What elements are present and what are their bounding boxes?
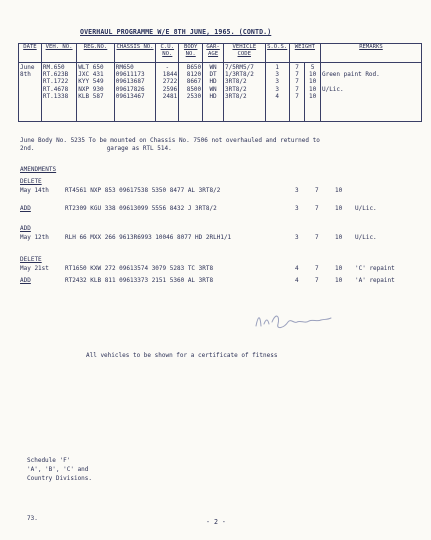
header-garage: GAR- AGE [203,44,224,63]
list-item: May 12th RLH 66 MXX 266 9613R6993 10046 8077 HD 2RLH1/1 3 7 10 U/Lic. [20,234,377,241]
header-sos: S.O.S. [265,44,289,63]
col-vehicle-code: 7/5RM5/7 1/3RT8/2 3RT8/2 3RT8/2 3RT8/2 [223,63,265,117]
amendment-add-2: ADD May 12th RLH 66 MXX 266 9613R6993 10046 8077 HD 2RLH1/1 3 7 10 U/Lic. [20,225,415,242]
amendment-add-1 [20,204,415,213]
list-item: ADD RT2309 KGU 338 09613099 5556 8432 J 3RT8/2 3 7 10 U/Lic. [20,205,377,212]
header-weight: WEIGHT [289,44,320,63]
overhaul-table [18,43,422,122]
col-weight-sub: 5 10 10 10 10 [305,63,321,117]
page-number: - 2 - [206,518,226,526]
table-bottom [19,116,422,122]
col-weight: 7 7 7 7 7 [289,63,305,117]
list-item: May 21st RT1650 KXW 272 09613574 3079 5283 TC 3RT8 4 7 10 'C' repaint [20,265,395,272]
amendment-delete-2: DELETE May 21st RT1650 KXW 272 09613574 3079 5283 TC 3RT8 4 7 10 'C' repaint [20,256,415,273]
col-veh: RM.650 RT.623B RT.1722 RT.4678 RT.1338 [41,63,76,117]
header-date: DATE [19,44,42,63]
header-body-no: BODY NO. [179,44,203,63]
header-cu-no: C.U. NO. [156,44,179,63]
amendment-delete-1: DELETE May 14th RT4561 NXP 853 09617538 5350 8477 AL 3RT8/2 3 7 10 [20,178,415,195]
col-sos: 1 3 3 3 4 [265,63,289,117]
col-date: June 8th [19,63,42,117]
fitness-note: All vehicles to be shown for a certificate of fitness [86,352,278,359]
body-note: June Body No. 5235 To be mounted on Chassis No. 7506 not overhauled and returned to 2nd. garage as RTL 514. [20,137,320,152]
table-header-row [19,44,422,63]
col-remarks: Green paint Rod. U/Lic. [320,63,421,117]
page-reference: 73. [27,515,38,522]
page-title: OVERHAUL PROGRAMME W/E 8TH JUNE, 1965. (CONTD.) [80,28,272,36]
col-chassis: RM650 09611173 09613687 09617826 09613467 [114,63,156,117]
list-item: ADD RT2432 KLB 811 09613373 2151 5360 AL 3RT8 4 7 10 'A' repaint [20,277,395,284]
header-veh-no: VEH. NO. [41,44,76,63]
header-chassis-no: CHASSIS NO. [114,44,156,63]
amendments-heading: AMENDMENTS [20,166,57,173]
amendment-add-3 [20,276,415,285]
signature-scribble [252,306,342,334]
schedule-block: Schedule 'F' 'A', 'B', 'C' and Country Divisions. [27,457,93,482]
header-vehicle-code: VEHICLE CODE [223,44,265,63]
col-reg: WLT 650 JXC 431 KYY 549 NXP 930 KLB 587 [77,63,114,117]
header-remarks: REMARKS [320,44,421,63]
header-reg-no: REG.NO. [77,44,114,63]
table-row [19,63,422,117]
col-body: B650 8120 8667 8500 2530 [179,63,203,117]
list-item: May 14th RT4561 NXP 853 09617538 5350 8477 AL 3RT8/2 3 7 10 [20,187,343,194]
col-cu: - 1844 2722 2596 2481 [156,63,179,117]
col-garage: WN DT HD WN HD [203,63,224,117]
